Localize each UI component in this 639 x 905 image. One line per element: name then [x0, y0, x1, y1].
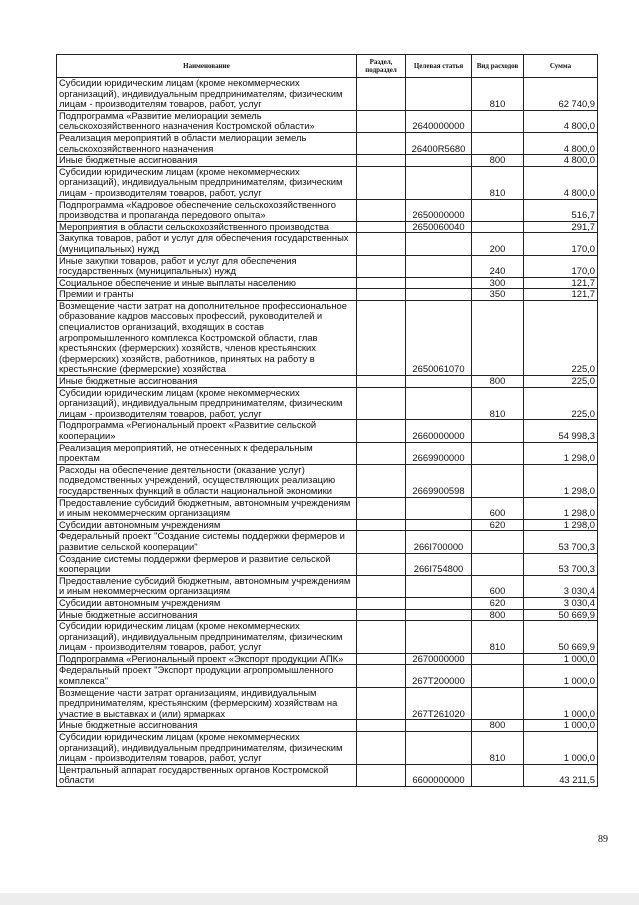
cell-amount: 1 298,0 [524, 497, 598, 519]
cell-expense-type: 810 [472, 732, 524, 765]
cell-name: Возмещение части затрат организациям, индивидуальным предпринимателям, крестьянским (фермерским) хозяйствам на участие в выставках и (или) ярмарках [57, 687, 357, 720]
cell-section [357, 653, 406, 665]
cell-expense-type: 200 [472, 233, 524, 255]
table-row [57, 300, 598, 375]
table-row [57, 289, 598, 301]
cell-name: Иные закупки товаров, работ и услуг для обеспечения государственных (муниципальных) нужд [57, 255, 357, 277]
cell-expense-type [472, 653, 524, 665]
header-section: Раздел, подраздел [357, 55, 406, 78]
cell-amount: 1 298,0 [524, 464, 598, 497]
cell-name: Возмещение части затрат на дополнительное профессиональное образование кадров массовых профессий, руководителей и специалистов организаций, входящих в состав агропромышленного комплекса Костромской области, глав крестьянских (фермерских) хозяйств, членов крестьянских (фермерских) хозяйств, работников, принятых на работу в крестьянские (фермерские) хозяйства [57, 300, 357, 375]
cell-amount: 225,0 [524, 300, 598, 375]
cell-name: Иные бюджетные ассигнования [57, 720, 357, 732]
header-name: Наименование [57, 55, 357, 78]
cell-amount: 225,0 [524, 376, 598, 388]
cell-section [357, 376, 406, 388]
cell-section [357, 132, 406, 154]
cell-amount: 1 298,0 [524, 519, 598, 531]
table-row [57, 497, 598, 519]
cell-section [357, 199, 406, 221]
table-row [57, 233, 598, 255]
cell-target: 2670000000 [406, 653, 472, 665]
cell-target: 2669900598 [406, 464, 472, 497]
cell-expense-type [472, 420, 524, 442]
cell-section [357, 221, 406, 233]
cell-section [357, 687, 406, 720]
cell-amount: 121,7 [524, 289, 598, 301]
table-row [57, 687, 598, 720]
cell-section [357, 764, 406, 786]
cell-target [406, 732, 472, 765]
cell-name: Федеральный проект "Экспорт продукции агропромышленного комплекса" [57, 665, 357, 687]
cell-section [357, 720, 406, 732]
table-row [57, 199, 598, 221]
table-row [57, 464, 598, 497]
cell-section [357, 255, 406, 277]
cell-target: 266I700000 [406, 531, 472, 553]
header-amount: Сумма [524, 55, 598, 78]
cell-expense-type [472, 442, 524, 464]
cell-expense-type [472, 300, 524, 375]
cell-name: Федеральный проект "Создание системы поддержки фермеров и развитие сельской кооперации" [57, 531, 357, 553]
table-row [57, 277, 598, 289]
cell-target [406, 78, 472, 111]
cell-section [357, 519, 406, 531]
cell-section [357, 732, 406, 765]
table-row [57, 155, 598, 167]
cell-target: 267T200000 [406, 665, 472, 687]
cell-expense-type [472, 464, 524, 497]
table-row [57, 764, 598, 786]
cell-amount: 516,7 [524, 199, 598, 221]
cell-expense-type [472, 531, 524, 553]
cell-target [406, 609, 472, 621]
cell-name: Реализация мероприятий в области мелиорации земель сельскохозяйственного назначения [57, 132, 357, 154]
cell-section [357, 155, 406, 167]
cell-expense-type: 810 [472, 387, 524, 420]
budget-table [56, 54, 598, 787]
page-number: 89 [598, 834, 608, 845]
cell-amount: 50 669,9 [524, 609, 598, 621]
cell-section [357, 597, 406, 609]
table-row [57, 110, 598, 132]
cell-section [357, 621, 406, 654]
table-row [57, 553, 598, 575]
table-row [57, 665, 598, 687]
cell-name: Подпрограмма «Региональный проект «Экспорт продукции АПК» [57, 653, 357, 665]
cell-expense-type: 810 [472, 166, 524, 199]
cell-section [357, 277, 406, 289]
cell-name: Иные бюджетные ассигнования [57, 609, 357, 621]
cell-expense-type [472, 132, 524, 154]
cell-target [406, 376, 472, 388]
table-row [57, 597, 598, 609]
table-row [57, 132, 598, 154]
cell-amount: 4 800,0 [524, 155, 598, 167]
table-row [57, 575, 598, 597]
cell-target [406, 255, 472, 277]
table-row [57, 621, 598, 654]
cell-target [406, 597, 472, 609]
cell-expense-type [472, 665, 524, 687]
cell-target: 2669900000 [406, 442, 472, 464]
cell-expense-type: 800 [472, 376, 524, 388]
cell-target: 26400R5680 [406, 132, 472, 154]
cell-name: Субсидии юридическим лицам (кроме некоммерческих организаций), индивидуальным предпринимателям, физическим лицам - производителям товаров, работ, услуг [57, 78, 357, 111]
table-body [57, 78, 598, 787]
cell-expense-type [472, 687, 524, 720]
cell-target [406, 387, 472, 420]
cell-amount: 170,0 [524, 233, 598, 255]
cell-name: Субсидии автономным учреждениям [57, 597, 357, 609]
cell-name: Мероприятия в области сельскохозяйственного производства [57, 221, 357, 233]
cell-target: 6600000000 [406, 764, 472, 786]
cell-amount: 121,7 [524, 277, 598, 289]
cell-name: Предоставление субсидий бюджетным, автономным учреждениям и иным некоммерческим организациям [57, 575, 357, 597]
cell-target: 267T261020 [406, 687, 472, 720]
cell-section [357, 464, 406, 497]
cell-amount: 3 030,4 [524, 597, 598, 609]
cell-expense-type: 800 [472, 720, 524, 732]
cell-expense-type [472, 553, 524, 575]
table-row [57, 732, 598, 765]
table-row [57, 376, 598, 388]
cell-target [406, 575, 472, 597]
cell-amount: 54 998,3 [524, 420, 598, 442]
cell-expense-type: 800 [472, 155, 524, 167]
cell-target [406, 277, 472, 289]
cell-section [357, 289, 406, 301]
cell-section [357, 497, 406, 519]
cell-section [357, 665, 406, 687]
cell-expense-type: 620 [472, 597, 524, 609]
cell-amount: 4 800,0 [524, 132, 598, 154]
cell-expense-type: 810 [472, 621, 524, 654]
cell-name: Социальное обеспечение и иные выплаты населению [57, 277, 357, 289]
cell-amount: 3 030,4 [524, 575, 598, 597]
header-target: Целевая статья [406, 55, 472, 78]
cell-section [357, 609, 406, 621]
cell-section [357, 420, 406, 442]
table-row [57, 420, 598, 442]
cell-name: Предоставление субсидий бюджетным, автономным учреждениям и иным некоммерческим организациям [57, 497, 357, 519]
cell-expense-type: 350 [472, 289, 524, 301]
table-row [57, 221, 598, 233]
cell-expense-type [472, 764, 524, 786]
table-row [57, 387, 598, 420]
cell-name: Центральный аппарат государственных органов Костромской области [57, 764, 357, 786]
table-row [57, 166, 598, 199]
cell-amount: 1 000,0 [524, 720, 598, 732]
cell-target: 2650060040 [406, 221, 472, 233]
cell-target [406, 233, 472, 255]
cell-target: 266I754800 [406, 553, 472, 575]
cell-expense-type: 810 [472, 78, 524, 111]
cell-target [406, 720, 472, 732]
cell-name: Иные бюджетные ассигнования [57, 376, 357, 388]
cell-section [357, 575, 406, 597]
cell-section [357, 300, 406, 375]
cell-name: Подпрограмма «Региональный проект «Развитие сельской кооперации» [57, 420, 357, 442]
cell-name: Закупка товаров, работ и услуг для обеспечения государственных (муниципальных) нужд [57, 233, 357, 255]
cell-target [406, 289, 472, 301]
cell-section [357, 442, 406, 464]
table-row [57, 720, 598, 732]
cell-name: Субсидии юридическим лицам (кроме некоммерческих организаций), индивидуальным предпринимателям, физическим лицам - производителям товаров, работ, услуг [57, 387, 357, 420]
cell-expense-type: 240 [472, 255, 524, 277]
cell-amount: 1 000,0 [524, 665, 598, 687]
table-row [57, 519, 598, 531]
cell-name: Субсидии автономным учреждениям [57, 519, 357, 531]
cell-amount: 291,7 [524, 221, 598, 233]
cell-section [357, 233, 406, 255]
cell-amount: 50 669,9 [524, 621, 598, 654]
cell-name: Создание системы поддержки фермеров и развитие сельской кооперации [57, 553, 357, 575]
cell-amount: 225,0 [524, 387, 598, 420]
cell-expense-type [472, 221, 524, 233]
table-header-row [57, 55, 598, 78]
cell-amount: 4 800,0 [524, 110, 598, 132]
cell-amount: 53 700,3 [524, 553, 598, 575]
cell-expense-type: 620 [472, 519, 524, 531]
header-expense-type: Вид расходов [472, 55, 524, 78]
cell-expense-type: 600 [472, 497, 524, 519]
cell-expense-type [472, 110, 524, 132]
cell-amount: 1 000,0 [524, 687, 598, 720]
cell-section [357, 110, 406, 132]
cell-name: Субсидии юридическим лицам (кроме некоммерческих организаций), индивидуальным предпринимателям, физическим лицам - производителям товаров, работ, услуг [57, 166, 357, 199]
cell-target: 2650000000 [406, 199, 472, 221]
cell-target [406, 497, 472, 519]
cell-amount: 1 000,0 [524, 653, 598, 665]
cell-name: Подпрограмма «Кадровое обеспечение сельскохозяйственного производства и пропаганда передового опыта» [57, 199, 357, 221]
cell-target: 2640000000 [406, 110, 472, 132]
cell-amount: 53 700,3 [524, 531, 598, 553]
cell-expense-type [472, 199, 524, 221]
table-row [57, 609, 598, 621]
cell-section [357, 553, 406, 575]
table-row [57, 255, 598, 277]
cell-amount: 62 740,9 [524, 78, 598, 111]
cell-name: Премии и гранты [57, 289, 357, 301]
table-row [57, 442, 598, 464]
cell-amount: 1 000,0 [524, 732, 598, 765]
cell-name: Расходы на обеспечение деятельности (оказание услуг) подведомственных учреждений, осуществляющих реализацию государственных функций в области национальной экономики [57, 464, 357, 497]
cell-amount: 43 211,5 [524, 764, 598, 786]
cell-target [406, 155, 472, 167]
cell-amount: 1 298,0 [524, 442, 598, 464]
cell-amount: 170,0 [524, 255, 598, 277]
cell-name: Подпрограмма «Развитие мелиорации земель сельскохозяйственного назначения Костромской области» [57, 110, 357, 132]
table-row [57, 78, 598, 111]
cell-expense-type: 300 [472, 277, 524, 289]
cell-section [357, 531, 406, 553]
cell-target [406, 519, 472, 531]
table-row [57, 531, 598, 553]
cell-name: Субсидии юридическим лицам (кроме некоммерческих организаций), индивидуальным предпринимателям, физическим лицам - производителям товаров, работ, услуг [57, 732, 357, 765]
cell-name: Иные бюджетные ассигнования [57, 155, 357, 167]
cell-name: Реализация мероприятий, не отнесенных к федеральным проектам [57, 442, 357, 464]
cell-section [357, 78, 406, 111]
table-row [57, 653, 598, 665]
cell-target [406, 166, 472, 199]
cell-expense-type: 800 [472, 609, 524, 621]
cell-name: Субсидии юридическим лицам (кроме некоммерческих организаций), индивидуальным предпринимателям, физическим лицам - производителям товаров, работ, услуг [57, 621, 357, 654]
cell-target [406, 621, 472, 654]
cell-amount: 4 800,0 [524, 166, 598, 199]
cell-expense-type: 600 [472, 575, 524, 597]
bottom-edge [0, 893, 639, 905]
cell-section [357, 166, 406, 199]
cell-target: 2650061070 [406, 300, 472, 375]
cell-section [357, 387, 406, 420]
cell-target: 2660000000 [406, 420, 472, 442]
